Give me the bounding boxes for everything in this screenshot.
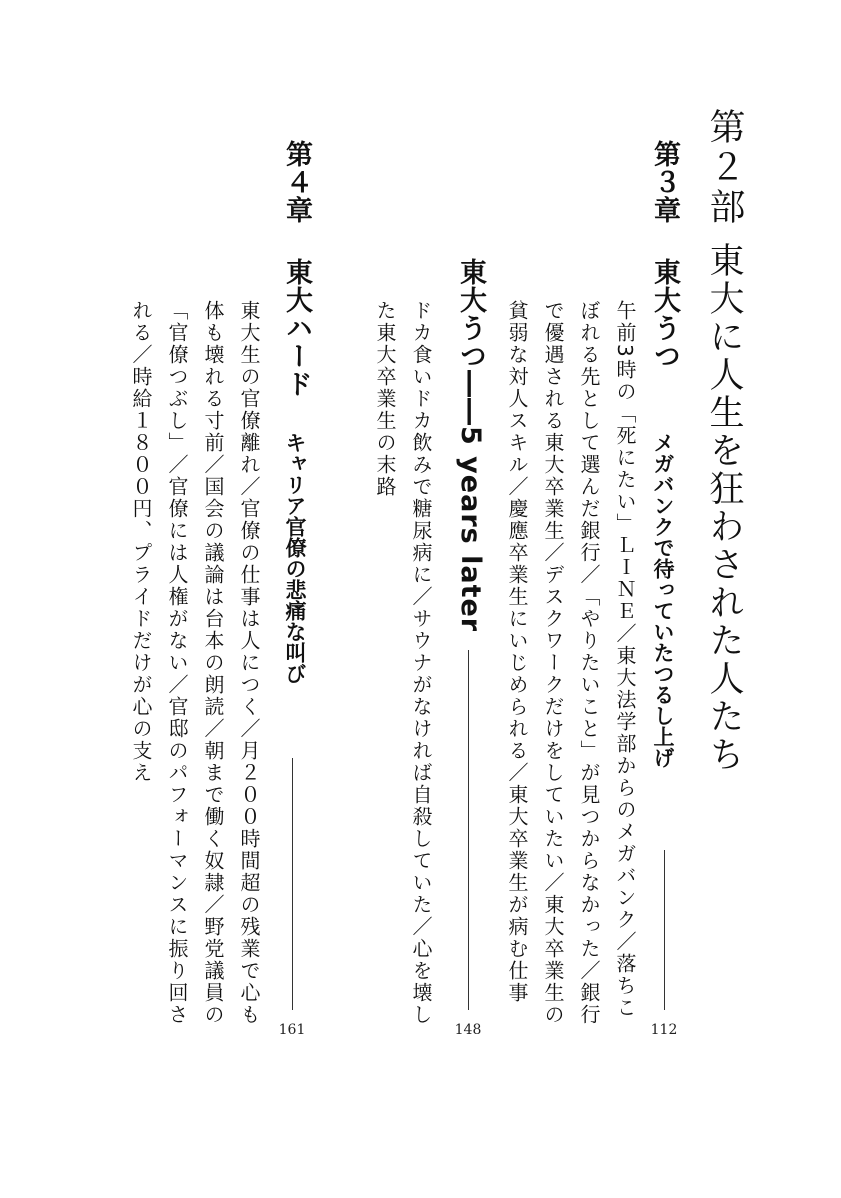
summary-line: 貧弱な対人スキル／慶應卒業生にいじめられる／東大卒業生が病む仕事 — [505, 300, 529, 1004]
summary-line: 東大生の官僚離れ／官僚の仕事は人につく／月２００時間超の残業で心も — [237, 300, 261, 1026]
page-number: 148 — [454, 1022, 482, 1038]
chapter-subtitle: メガバンクで待っていたつるし上げ — [651, 432, 675, 768]
chapter-label: 第３章 — [649, 140, 680, 224]
summary-line: れる／時給１８００円、プライドだけが心の支え — [129, 300, 153, 784]
chapter-subtitle: キャリア官僚の悲痛な叫び — [283, 432, 307, 684]
part-title: 東大に人生を狂わされた人たち — [704, 242, 744, 774]
page-number: 112 — [650, 1022, 678, 1038]
summary-line: で優遇される東大卒業生／デスクワークだけをしていたい／東大卒業生の — [541, 300, 565, 1026]
summary-line: ぼれる先として選んだ銀行／「やりたいこと」が見つからなかった／銀行 — [577, 300, 601, 1026]
chapter-title[interactable]: 東大うつ――5 years later — [455, 258, 486, 633]
page-number: 161 — [278, 1022, 306, 1038]
part-label: 第２部 — [704, 108, 745, 228]
leader-rule — [468, 650, 469, 1010]
summary-line: 体も壊れる寸前／国会の議論は台本の朗読／朝まで働く奴隷／野党議員の — [201, 300, 225, 1026]
chapter-title[interactable]: 東大うつ — [649, 258, 680, 370]
chapter-label: 第４章 — [281, 140, 312, 224]
summary-line: ドカ食いドカ飲みで糖尿病に／サウナがなければ自殺していた／心を壊し — [409, 300, 433, 1026]
leader-rule — [664, 850, 665, 1010]
summary-line: た東大卒業生の末路 — [373, 300, 397, 498]
leader-rule — [292, 758, 293, 1010]
summary-line: 「官僚つぶし」／官僚には人権がない／官邸のパフォーマンスに振り回さ — [165, 300, 189, 1026]
chapter-title[interactable]: 東大ハード — [281, 258, 312, 398]
summary-line: 午前3時の「死にたい」ＬＩＮＥ／東大法学部からのメガバンク／落ちこ — [613, 300, 637, 1019]
